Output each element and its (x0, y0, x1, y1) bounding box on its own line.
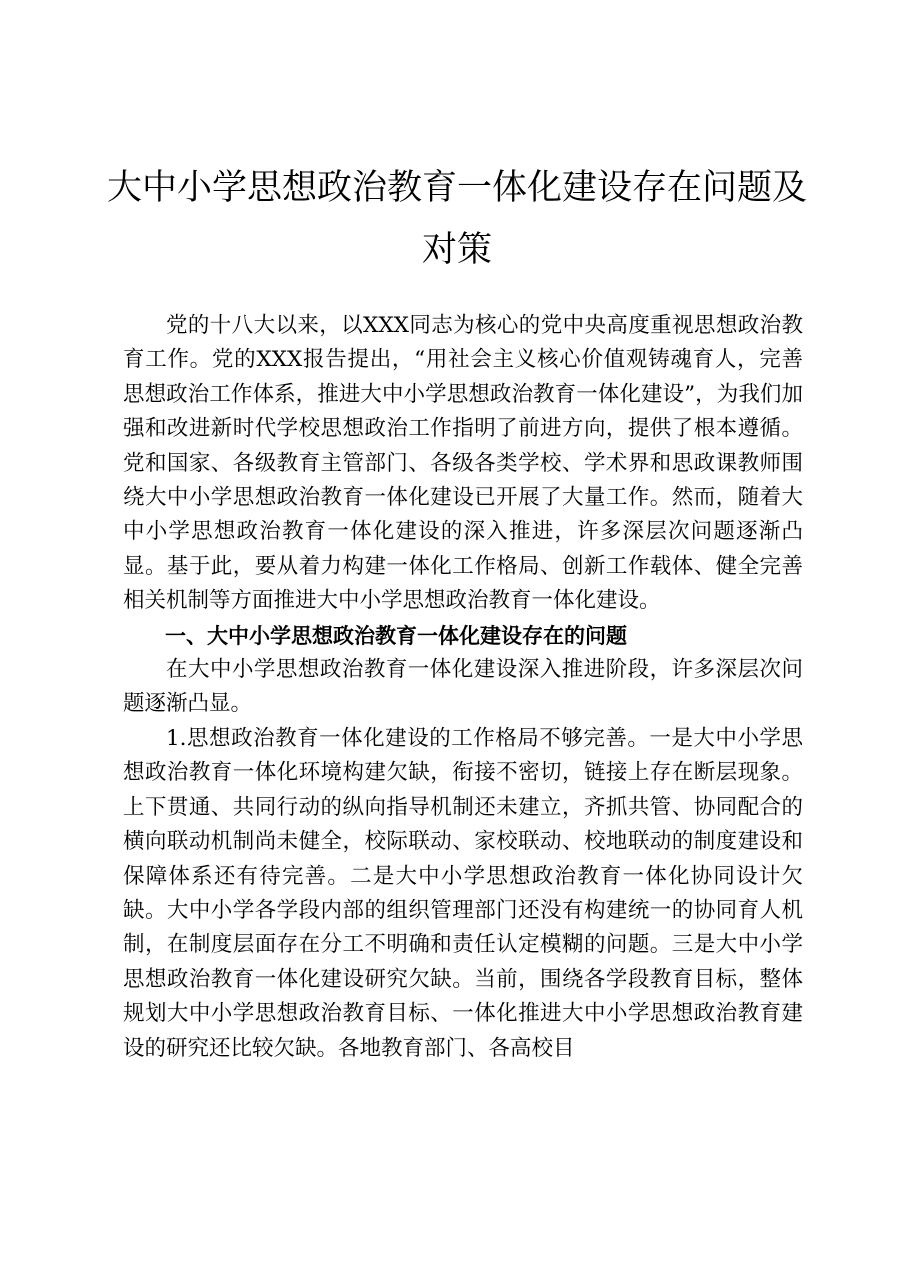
intro-paragraph: 党的十八大以来，以XXX同志为核心的党中央高度重视思想政治教育工作。党的XXX报告提出，“用社会主义核心价值观铸魂育人，完善思想政治工作体系，推进大中小学思想政治教育一体化建设”，为我们加强和改进新时代学校思想政治工作指明了前进方向，提供了根本遵循。党和国家、各级教育主管部门、各级各类学校、学术界和思政课教师围绕大中小学思想政治教育一体化建设已开展了大量工作。然而，随着大中小学思想政治教育一体化建设的深入推进，许多深层次问题逐渐凸显。基于此，要从着力构建一体化工作格局、创新工作载体、健全完善相关机制等方面推进大中小学思想政治教育一体化建设。 (123, 313, 803, 614)
title-line-1: 大中小学思想政治教育一体化建设存在问题及 (106, 168, 807, 208)
document-body (123, 309, 803, 1066)
document-title (100, 157, 814, 281)
title-line-2: 对策 (421, 230, 492, 270)
point-1-paragraph: 1.思想政治教育一体化建设的工作格局不够完善。一是大中小学思想政治教育一体化环境构建欠缺，衔接不密切，链接上存在断层现象。上下贯通、共同行动的纵向指导机制还未建立，齐抓共管、协同配合的横向联动机制尚未健全，校际联动、家校联动、校地联动的制度建设和保障体系还有待完善。二是大中小学思想政治教育一体化协同设计欠缺。大中小学各学段内部的组织管理部门还没有构建统一的协同育人机制，在制度层面存在分工不明确和责任认定模糊的问题。三是大中小学思想政治教育一体化建设研究欠缺。当前，围绕各学段教育目标，整体规划大中小学思想政治教育目标、一体化推进大中小学思想政治教育建设的研究还比较欠缺。各地教育部门、各高校目 (123, 725, 803, 1061)
section-intro-paragraph: 在大中小学思想政治教育一体化建设深入推进阶段，许多深层次问题逐渐凸显。 (123, 657, 803, 717)
section-heading: 一、大中小学思想政治教育一体化建设存在的问题 (165, 623, 627, 648)
